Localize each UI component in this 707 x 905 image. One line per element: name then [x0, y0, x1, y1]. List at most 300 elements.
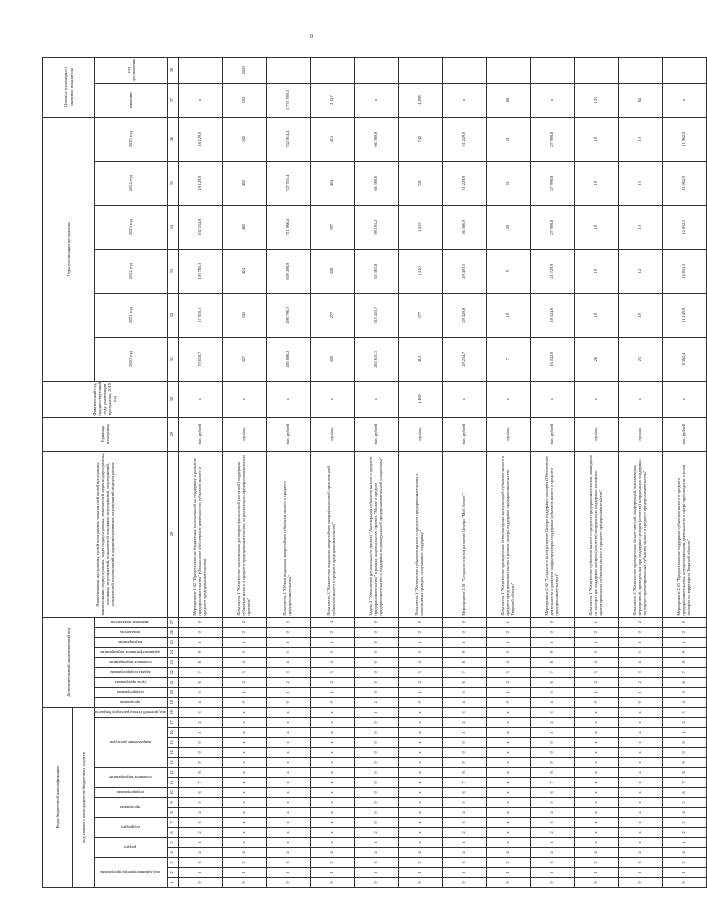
column-number: 11 — [167, 778, 178, 788]
code-cell: x — [310, 728, 354, 738]
code-cell: 0 — [354, 687, 398, 697]
column-number: 27 — [167, 617, 178, 627]
target-value-cell: x — [354, 83, 398, 117]
table-row — [354, 57, 398, 887]
code-cell: x — [486, 798, 530, 808]
column-number: 14 — [167, 748, 178, 758]
code-cell: 8 — [662, 657, 706, 667]
year-value-cell: 14 852,5 — [662, 205, 706, 249]
code-cell: 3 — [266, 667, 310, 677]
code-cell: 1 — [574, 868, 618, 878]
target-value-cell: x — [662, 83, 706, 117]
year-value-cell: 102 554,8 — [178, 205, 222, 249]
table-row — [618, 57, 662, 887]
code-cell: 4 — [486, 657, 530, 667]
code-cell: 3 — [662, 818, 706, 828]
code-cell: x — [618, 748, 662, 758]
year-value-cell: 16 022,0 — [530, 337, 574, 381]
code-cell: 0 — [486, 697, 530, 707]
code-cell: 3 — [398, 667, 442, 677]
code-cell: x — [574, 818, 618, 828]
year-value-cell: 7 — [486, 337, 530, 381]
code-cell: 0 — [354, 627, 398, 637]
code-cell: 7 — [662, 778, 706, 788]
item-name-cell: Показатель 2 "Количество проведенных бизнес-миссий, конференций, выставочных мероприятий, проведенных при поддержке центров (агентств) координации поддержки экспортно ориентированных субъектов малого и среднего предпринимательства" — [618, 451, 662, 617]
target-year-cell — [662, 57, 706, 83]
target-value-cell: 68 — [486, 83, 530, 117]
year-value-cell: 9 — [486, 249, 530, 293]
code-cell: 7 — [442, 667, 486, 677]
code-cell: 0 — [266, 878, 310, 888]
code-cell: 2 — [354, 697, 398, 707]
code-cell: 1 — [310, 637, 354, 647]
code-cell: 1 — [222, 868, 266, 878]
code-cell: x — [486, 758, 530, 768]
code-cell: 5 — [310, 647, 354, 657]
code-cell: 0 — [486, 878, 530, 888]
code-cell: 8 — [530, 657, 574, 667]
code-cell: x — [398, 828, 442, 838]
code-cell: 5 — [222, 647, 266, 657]
year-value-cell: 577 — [398, 293, 442, 337]
analytic-col-header-text: задача подпрограммы — [109, 669, 151, 675]
code-cell: 4 — [486, 848, 530, 858]
code-cell: 0 — [354, 878, 398, 888]
code-cell: x — [574, 738, 618, 748]
year-value-cell: 11 149,9 — [662, 293, 706, 337]
code-cell: 3 — [486, 667, 530, 677]
code-cell: 0 — [662, 627, 706, 637]
year-value-cell: 13 — [618, 161, 662, 205]
year-value-cell: 20 — [486, 205, 530, 249]
year-value-cell: 11 — [486, 117, 530, 161]
code-cell: x — [398, 788, 442, 798]
target-value-cell: 121 — [574, 83, 618, 117]
code-cell: x — [222, 818, 266, 828]
budget-col-header-text: основное мероприятие — [108, 775, 152, 781]
code-cell: 2 — [442, 828, 486, 838]
unit-cell: единиц — [486, 417, 530, 451]
year-value-cell: 742 — [398, 117, 442, 161]
year-value-cell: 98 191,2 — [354, 205, 398, 249]
code-cell: 3 — [618, 858, 662, 868]
target-year-cell — [266, 57, 310, 83]
code-cell: x — [486, 707, 530, 717]
year-value-cell: 56 566,0 — [442, 205, 486, 249]
code-cell: 0 — [662, 878, 706, 888]
year-value-cell: 741 — [398, 161, 442, 205]
year-value-cell: 492 — [222, 161, 266, 205]
code-cell: x — [574, 808, 618, 818]
year-value-cell: 17 010,1 — [178, 293, 222, 337]
budget-col-header-text: подраздел — [120, 825, 140, 831]
code-cell: x — [486, 778, 530, 788]
code-cell: 2 — [662, 828, 706, 838]
code-cell: 4 — [662, 808, 706, 818]
code-cell: 4 — [354, 848, 398, 858]
code-cell: x — [222, 758, 266, 768]
table-row — [266, 57, 310, 887]
column-number: 29 — [167, 417, 178, 451]
code-cell: 1 — [354, 868, 398, 878]
analytic-col-header — [95, 647, 168, 657]
code-cell: x — [222, 728, 266, 738]
code-cell: 4 — [442, 808, 486, 818]
table-row — [442, 57, 486, 887]
code-cell: x — [398, 707, 442, 717]
code-cell: x — [574, 788, 618, 798]
code-cell: x — [618, 788, 662, 798]
code-cell: x — [310, 707, 354, 717]
page-number: 9 — [310, 34, 313, 40]
code-cell: 7 — [178, 667, 222, 677]
code-cell: 4 — [398, 657, 442, 667]
budget-col-header — [95, 798, 168, 818]
code-cell: 2 — [486, 677, 530, 687]
code-cell: 0 — [354, 778, 398, 788]
item-name-cell: Мероприятие 2.03 "Предоставление поддержки субъектам малого и среднего предпринимательства, осуществляющим деятельность в сфере производства и (или) экспорта на территории Тверской области" — [662, 451, 706, 617]
code-cell: 1 — [178, 637, 222, 647]
column-number: 7 — [167, 818, 178, 828]
code-cell: x — [574, 728, 618, 738]
code-cell: 0 — [178, 627, 222, 637]
code-cell: 3 — [266, 858, 310, 868]
code-cell: 3 — [354, 858, 398, 868]
budget-col-header — [95, 788, 168, 798]
code-cell: 8 — [442, 657, 486, 667]
code-cell: 4 — [662, 848, 706, 858]
code-cell: 0 — [618, 697, 662, 707]
code-cell: 6 — [530, 788, 574, 798]
code-cell: 1 — [310, 687, 354, 697]
year-value-cell: 25 — [618, 337, 662, 381]
code-cell: 4 — [530, 808, 574, 818]
code-cell: 5 — [574, 647, 618, 657]
year-value-cell: 277 — [310, 293, 354, 337]
code-cell: 6 — [530, 677, 574, 687]
code-cell: 8 — [178, 657, 222, 667]
code-cell: 1 — [354, 707, 398, 717]
year-value-cell: 711 966,4 — [266, 205, 310, 249]
fact-cell: x — [618, 381, 662, 417]
unit-cell: единиц — [398, 417, 442, 451]
analytic-col-header-text: мероприятие — [118, 639, 143, 645]
code-cell: 5 — [398, 647, 442, 657]
column-number: 9 — [167, 798, 178, 808]
code-cell: x — [222, 808, 266, 818]
year-value-cell: 19 — [574, 205, 618, 249]
code-cell: 3 — [618, 667, 662, 677]
code-cell: 1 — [662, 838, 706, 848]
column-number: 18 — [167, 707, 178, 717]
code-cell: 5 — [618, 647, 662, 657]
code-cell: x — [398, 808, 442, 818]
code-cell: 2 — [354, 828, 398, 838]
analytic-col-header — [95, 697, 168, 707]
budget-col-header — [95, 718, 168, 768]
code-cell: 4 — [266, 848, 310, 858]
code-cell: x — [266, 778, 310, 788]
code-cell: x — [486, 738, 530, 748]
code-cell: x — [310, 808, 354, 818]
code-cell: 9 — [442, 647, 486, 657]
code-cell: 0 — [618, 878, 662, 888]
year-header: 2022 год — [95, 249, 168, 293]
table-row — [222, 57, 266, 887]
year-header: 2023 год — [95, 205, 168, 249]
code-cell: 0 — [574, 878, 618, 888]
unit-cell: тыс. рублей — [530, 417, 574, 451]
target-year-cell — [398, 57, 442, 83]
code-cell: 4 — [178, 848, 222, 858]
code-cell: x — [310, 778, 354, 788]
table-body — [178, 57, 706, 887]
code-cell: x — [310, 748, 354, 758]
code-cell: x — [574, 707, 618, 717]
code-cell: 1 — [222, 687, 266, 697]
target-value-cell: 502 — [222, 83, 266, 117]
year-value-cell: 21 729,9 — [530, 249, 574, 293]
code-cell: 1 — [618, 687, 662, 697]
code-cell: 0 — [354, 758, 398, 768]
code-cell: x — [266, 798, 310, 808]
code-cell: x — [266, 758, 310, 768]
column-number: 15 — [167, 738, 178, 748]
code-cell: 4 — [222, 657, 266, 667]
code-cell: 0 — [530, 627, 574, 637]
analytic-col-header — [95, 687, 168, 697]
target-value-header: значение — [95, 83, 168, 117]
item-name-cell: Показатель 1 "Количество проведенных безвозмездных консультаций субъектов малого и среднего предпринимательства в рамках центра поддержки предпринимательства Тверской области" — [486, 451, 530, 617]
code-cell: x — [398, 718, 442, 728]
code-cell: x — [574, 758, 618, 768]
code-cell: 1 — [442, 728, 486, 738]
code-cell: 2 — [178, 828, 222, 838]
code-cell: x — [398, 758, 442, 768]
code-cell: 4 — [530, 848, 574, 858]
column-number: 8 — [167, 808, 178, 818]
code-cell: x — [618, 778, 662, 788]
code-cell: 2 — [618, 677, 662, 687]
years-header: Годы реализации программы — [43, 117, 95, 381]
code-cell: 6 — [662, 788, 706, 798]
code-cell: 1 — [442, 838, 486, 848]
year-value-cell: 11 062,0 — [662, 117, 706, 161]
analytic-col-header-text: подпрограмма — [116, 689, 144, 695]
column-number: 10 — [167, 788, 178, 798]
column-number: 34 — [167, 205, 178, 249]
column-number: 17 — [167, 718, 178, 728]
fact-cell: x — [442, 381, 486, 417]
code-cell: x — [310, 788, 354, 798]
year-value-cell: 13 — [618, 117, 662, 161]
code-cell: 3 — [574, 858, 618, 868]
target-year-cell — [574, 57, 618, 83]
code-cell: 7 — [530, 667, 574, 677]
code-cell: 2 — [222, 617, 266, 627]
code-cell: x — [310, 828, 354, 838]
year-value-cell: 498 796,3 — [266, 293, 310, 337]
code-cell: 7 — [530, 778, 574, 788]
year-value-cell: 327 — [222, 337, 266, 381]
item-name-cell: Мероприятие 2.02 "Создание и (или) развитие Центра поддержки экспорта (Обеспечение деятельности и развитие инфраструктуры поддержки субъектов малого и среднего предпринимательства)" — [530, 451, 574, 617]
table-row — [530, 57, 574, 887]
code-cell: 3 — [442, 707, 486, 717]
code-cell: x — [310, 798, 354, 808]
year-value-cell: 18 129,0 — [178, 117, 222, 161]
code-cell: 1 — [486, 687, 530, 697]
code-cell: 0 — [442, 738, 486, 748]
column-number: 24 — [167, 647, 178, 657]
code-cell: x — [618, 728, 662, 738]
budget-subheader: код главного распорядителя бюджетных средств — [73, 707, 95, 887]
year-value-cell: 19 — [574, 161, 618, 205]
budget-col-header — [95, 818, 168, 838]
year-value-cell: 265 611,1 — [354, 337, 398, 381]
fact-cell: x — [178, 381, 222, 417]
code-cell: 9 — [178, 758, 222, 768]
code-cell: x — [310, 838, 354, 848]
code-cell: 3 — [310, 667, 354, 677]
code-cell: x — [398, 778, 442, 788]
code-cell: 4 — [574, 657, 618, 667]
analytic-col-header — [95, 627, 168, 637]
code-cell: x — [618, 838, 662, 848]
code-cell: 0 — [442, 748, 486, 758]
code-cell: 0 — [530, 748, 574, 758]
table-row — [662, 57, 706, 887]
code-cell: 6 — [178, 677, 222, 687]
code-cell: 5 — [662, 798, 706, 808]
code-cell: x — [222, 738, 266, 748]
code-cell: x — [222, 828, 266, 838]
code-cell: 1 — [530, 838, 574, 848]
code-cell: 4 — [442, 697, 486, 707]
code-cell: 5 — [530, 798, 574, 808]
code-cell: 4 — [442, 848, 486, 858]
code-cell: 0 — [354, 798, 398, 808]
code-cell: 3 — [574, 667, 618, 677]
code-cell: 2 — [442, 718, 486, 728]
code-cell: x — [222, 768, 266, 778]
code-cell: 2 — [222, 677, 266, 687]
code-cell: x — [266, 718, 310, 728]
code-cell: 2 — [662, 718, 706, 728]
column-number: 6 — [167, 828, 178, 838]
code-cell: 0 — [486, 627, 530, 637]
code-cell: 0 — [310, 627, 354, 637]
code-cell: 5 — [662, 687, 706, 697]
code-cell: 3 — [662, 707, 706, 717]
code-cell: 2 — [574, 677, 618, 687]
code-cell: x — [486, 748, 530, 758]
analytic-col-header-text: значение показателя — [111, 619, 150, 625]
code-cell: 0 — [354, 808, 398, 818]
year-value-cell: 397 — [310, 205, 354, 249]
fact-cell: x — [222, 381, 266, 417]
unit-cell: единиц — [222, 417, 266, 451]
year-value-cell: 11 062,0 — [662, 161, 706, 205]
budget-col-header — [95, 768, 168, 788]
column-number: 37 — [167, 83, 178, 117]
code-cell: 4 — [310, 617, 354, 627]
code-cell: x — [486, 718, 530, 728]
year-value-cell: 29 420,8 — [442, 293, 486, 337]
year-value-cell: 29 403,5 — [442, 249, 486, 293]
code-cell: x — [266, 707, 310, 717]
column-number: 16 — [167, 728, 178, 738]
code-cell: 5 — [442, 798, 486, 808]
code-cell: 1 — [442, 637, 486, 647]
budget-col-header-text: программа — [120, 805, 141, 811]
fact-year-header: Фактический год, предшествующий году реализации программы, 2019 год — [43, 381, 168, 417]
code-cell: 0 — [354, 617, 398, 627]
code-cell: 5 — [178, 798, 222, 808]
code-cell: x — [618, 758, 662, 768]
year-value-cell: 19 — [486, 293, 530, 337]
code-cell: x — [310, 818, 354, 828]
code-cell: x — [222, 718, 266, 728]
code-cell: 1 — [398, 868, 442, 878]
column-number: 30 — [167, 381, 178, 417]
code-cell: 4 — [222, 848, 266, 858]
code-cell: 0 — [354, 637, 398, 647]
column-number: 2 — [167, 868, 178, 878]
code-cell: 8 — [442, 768, 486, 778]
code-cell: 0 — [354, 677, 398, 687]
column-number: 26 — [167, 627, 178, 637]
code-cell: 8 — [530, 768, 574, 778]
analytic-col-header-text: основное мероприятие — [108, 659, 152, 665]
item-name-cell: Задача 2 "Увеличение регионального проекта "Акселерация субъектов малого и среднего предпринимательства" в рамках национального проекта "Малое и среднее предпринимательство и поддержка индивидуальной предпринимательской инициативы" — [354, 451, 398, 617]
code-cell: x — [310, 738, 354, 748]
table-header — [43, 57, 179, 887]
column-number: 5 — [167, 838, 178, 848]
code-cell: 1 — [530, 868, 574, 878]
target-value-cell: 3 775 789,3 — [266, 83, 310, 117]
code-cell: x — [574, 798, 618, 808]
code-cell: x — [266, 838, 310, 848]
target-header: Целевое (суммарное) значение показателя — [43, 57, 95, 117]
code-cell: x — [618, 738, 662, 748]
code-cell: x — [486, 788, 530, 798]
analytic-col-header — [95, 637, 168, 647]
column-number: 38 — [167, 57, 178, 83]
target-value-cell: 84 — [618, 83, 662, 117]
code-cell: 0 — [398, 627, 442, 637]
code-cell: 0 — [178, 738, 222, 748]
code-cell: 0 — [662, 738, 706, 748]
code-cell: 7 — [178, 778, 222, 788]
code-cell: x — [618, 707, 662, 717]
code-cell: x — [266, 728, 310, 738]
year-value-cell: 27 998,8 — [530, 161, 574, 205]
year-value-cell: 1 210 — [398, 249, 442, 293]
code-cell: x — [398, 768, 442, 778]
rotated-table-sheet — [42, 58, 691, 888]
fact-cell: 1 469 — [398, 381, 442, 417]
code-cell: 0 — [222, 878, 266, 888]
year-value-cell: 404 — [310, 161, 354, 205]
code-cell: 0 — [662, 748, 706, 758]
budget-col-header — [95, 838, 168, 858]
code-cell: 0 — [354, 657, 398, 667]
unit-cell: тыс. рублей — [266, 417, 310, 451]
code-cell: x — [486, 818, 530, 828]
code-cell: 1 — [618, 868, 662, 878]
analytic-col-header — [95, 667, 168, 677]
code-cell: x — [398, 728, 442, 738]
